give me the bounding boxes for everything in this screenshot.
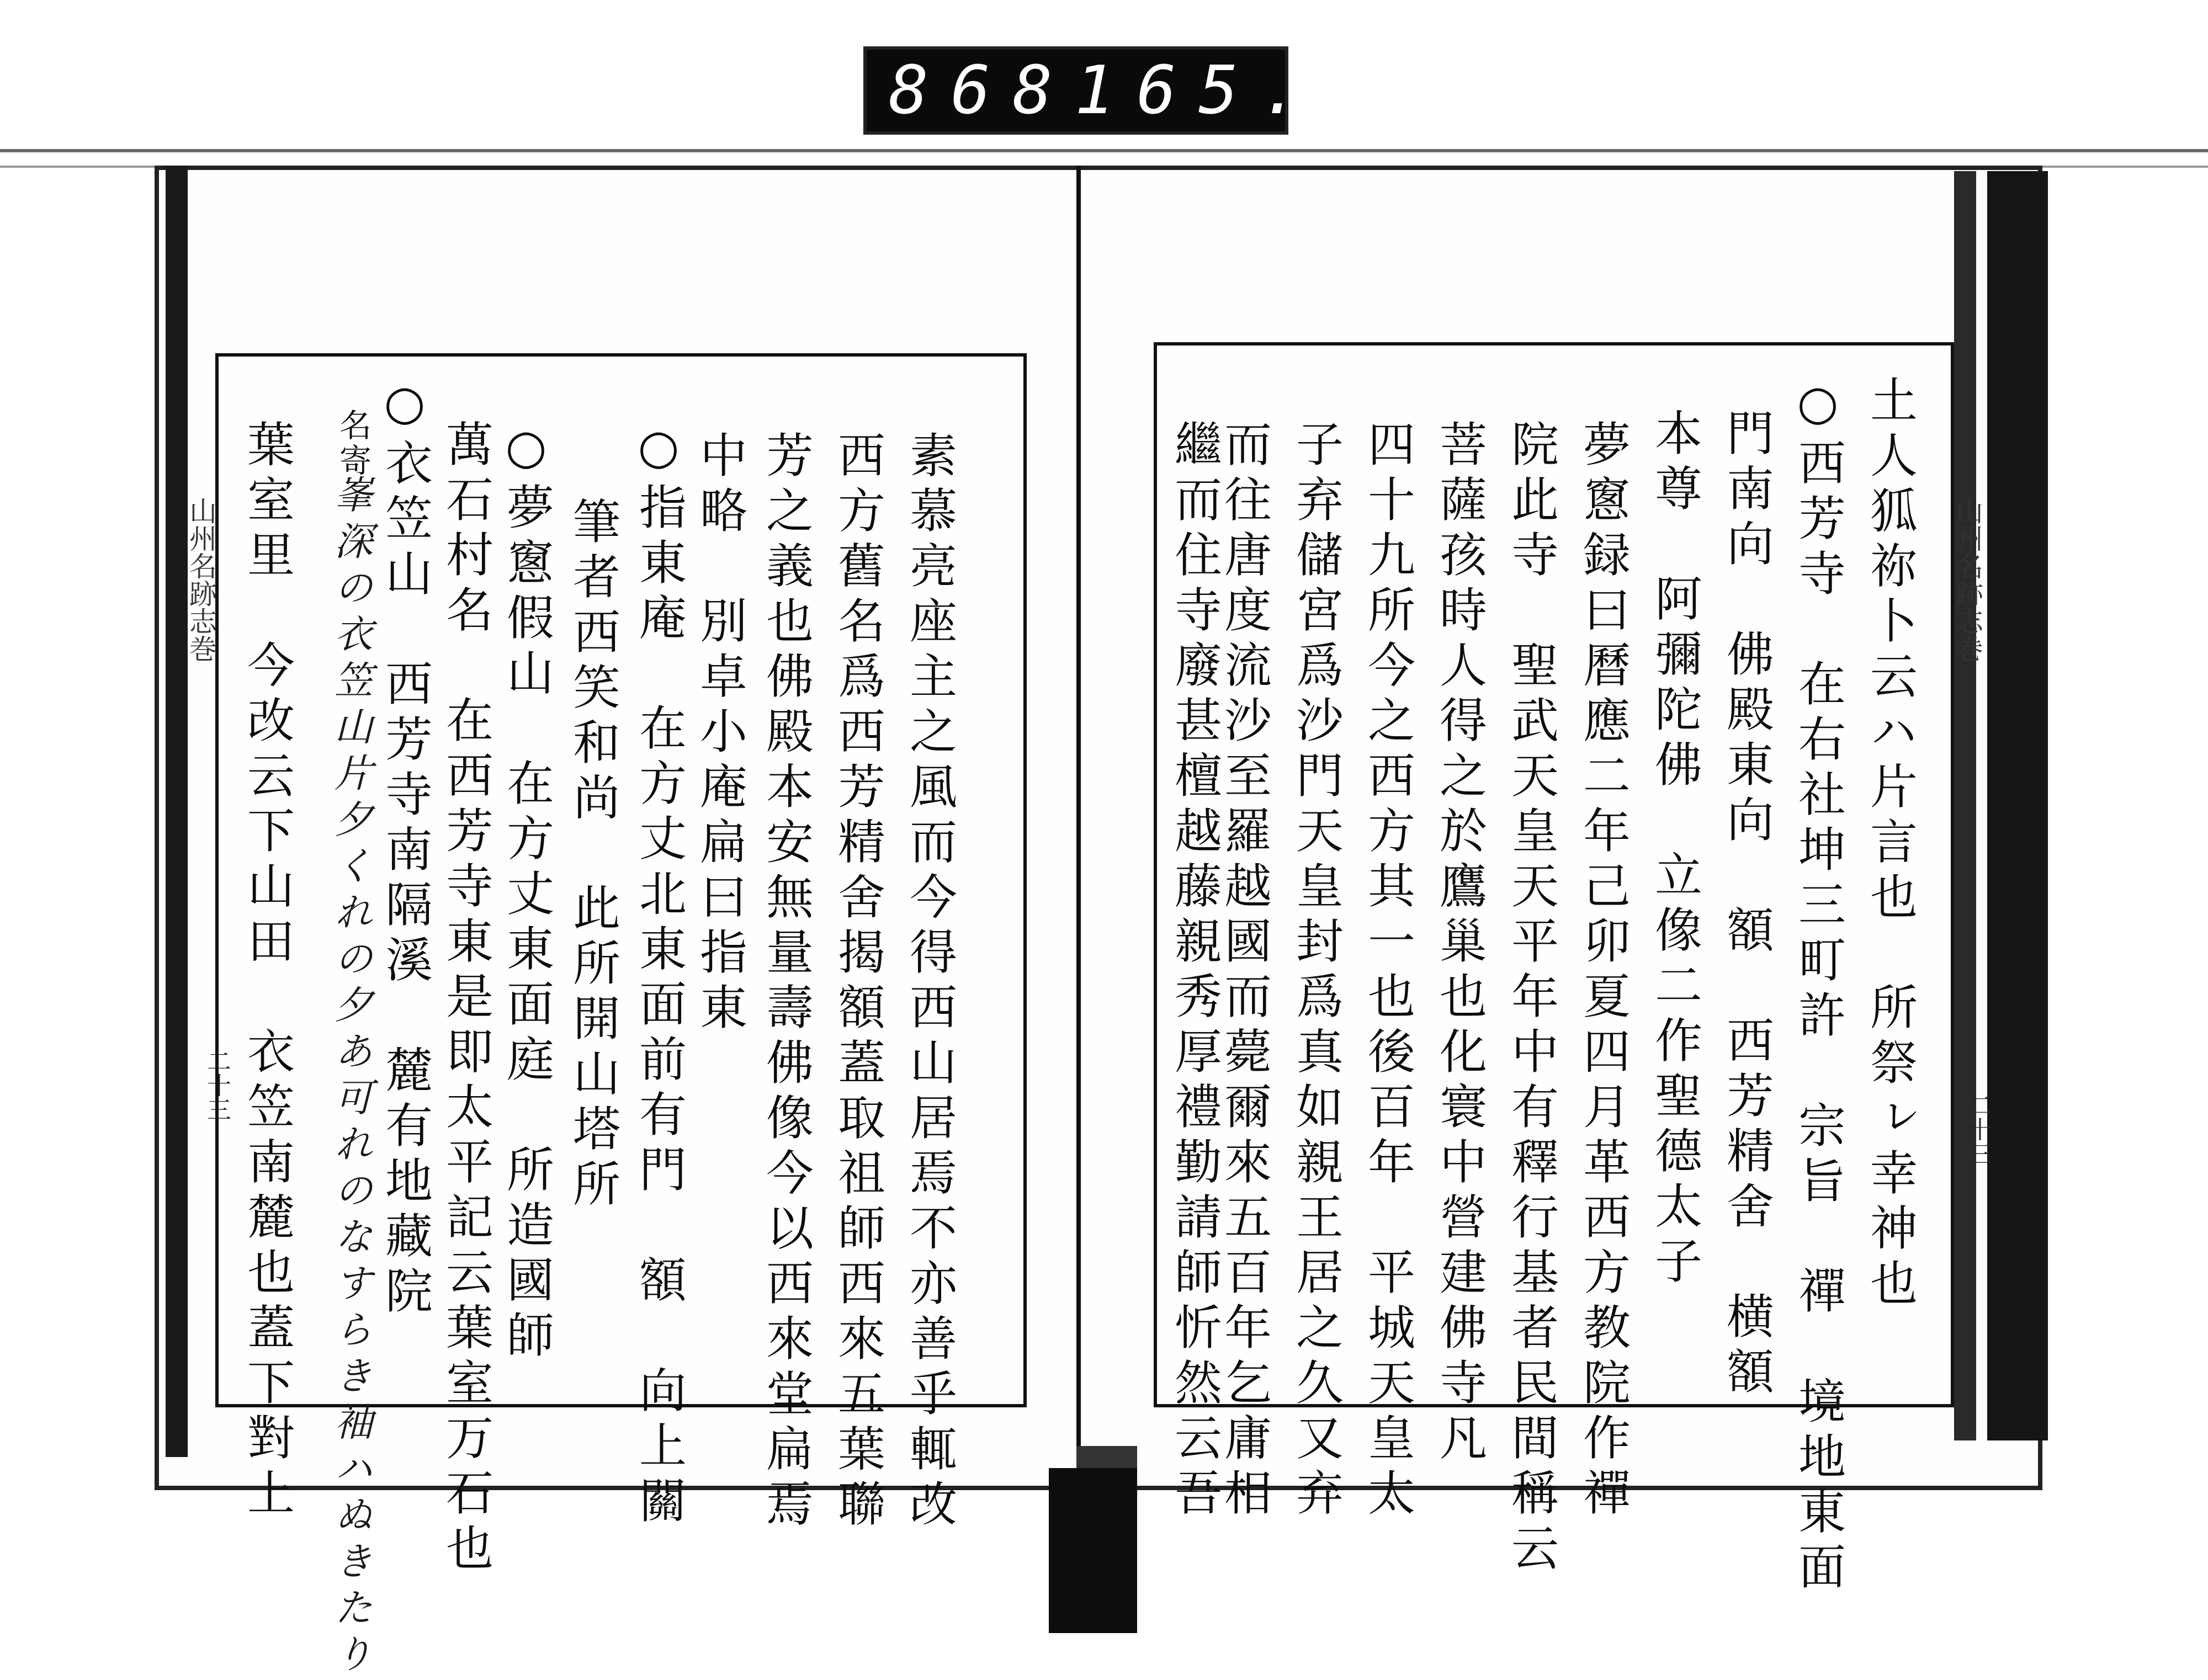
right-col-3: 門南向 佛殿東向 額 西芳精舍 横額: [1718, 408, 1774, 1402]
handwritten-poem: 峯深の衣笠山片夕くれの夕あ可れのなすらき袖ハぬきたり: [328, 475, 373, 1680]
gutter-tab: [1049, 1468, 1137, 1633]
left-col-6: 筆者西笑和尚 此所開山塔所: [565, 497, 620, 1214]
reel-number-left: 868: [889, 52, 1075, 129]
right-col-2: ○西芳寺 在右社坤三町許 宗旨 禪 境地東面: [1790, 375, 1845, 1597]
left-col-8: 萬石村名 在西芳寺東是即太平記云葉室万石也: [438, 419, 493, 1578]
left-margin-title: 山州名跡志巻: [185, 497, 217, 662]
left-col-1: 素慕亮座主之風而今得西山居焉不亦善乎輒改: [901, 430, 957, 1534]
left-col-7: ○夢窻假山 在方丈東面庭 所造國師: [498, 419, 554, 1365]
right-col-7: 菩薩孩時人得之於鷹巢也化寰中營建佛寺凡: [1431, 419, 1487, 1468]
left-col-4: 中略 別卓小庵扁曰指東: [692, 430, 747, 1038]
right-col-5: 夢窻録曰曆應二年己卯夏四月革西方教院作禪: [1575, 419, 1630, 1523]
left-col-5: ○指東庵 在方丈北東面前有門 額 向上關: [631, 419, 686, 1531]
right-margin-title: 山州名跡志巻: [1951, 497, 1983, 662]
right-col-11: 繼而住寺廢甚檀越藤親秀厚禮勤請師忻然云吾: [1166, 419, 1222, 1523]
left-col-9: ○衣笠山 西芳寺南隔溪 麓有地藏院: [377, 375, 432, 1321]
scan-edge-line: [0, 149, 2208, 152]
right-col-8: 四十九所今之西方其一也後百年 平城天皇太: [1360, 419, 1415, 1523]
left-col-10-label: 名寄: [334, 408, 371, 479]
right-col-9: 子弃儲宮爲沙門天皇封爲真如親王居之久又弃: [1288, 419, 1343, 1523]
right-col-6: 院此寺 聖武天皇天平年中有釋行基者民間稱云: [1503, 419, 1558, 1578]
left-col-3: 芳之義也佛殿本安無量壽佛像今以西來堂扁焉: [758, 430, 813, 1534]
right-page-number: 二十三: [1963, 1093, 1992, 1166]
left-page-number: 二十三: [203, 1049, 231, 1121]
right-col-4: 本尊 阿彌陀佛 立像二作聖德太子: [1647, 408, 1702, 1291]
right-col-10: 而往唐度流沙至羅越國而薨爾來五百年乞庸相: [1216, 419, 1271, 1523]
right-col-1: 土人狐祢卜云ハ片言也 所祭ㇾ幸神也: [1862, 375, 1917, 1314]
left-col-11: 葉室里 今改云下山田 衣笠南麓也蓋下對上: [239, 419, 294, 1523]
reel-number-right: 165.: [1074, 52, 1323, 129]
reel-label: [863, 46, 1323, 135]
gutter-line: [1076, 166, 1081, 1501]
left-col-2: 西方舊名爲西芳精舍揭額蓋取祖師西來五葉聯: [830, 430, 885, 1534]
right-edge: [1987, 171, 2048, 1440]
